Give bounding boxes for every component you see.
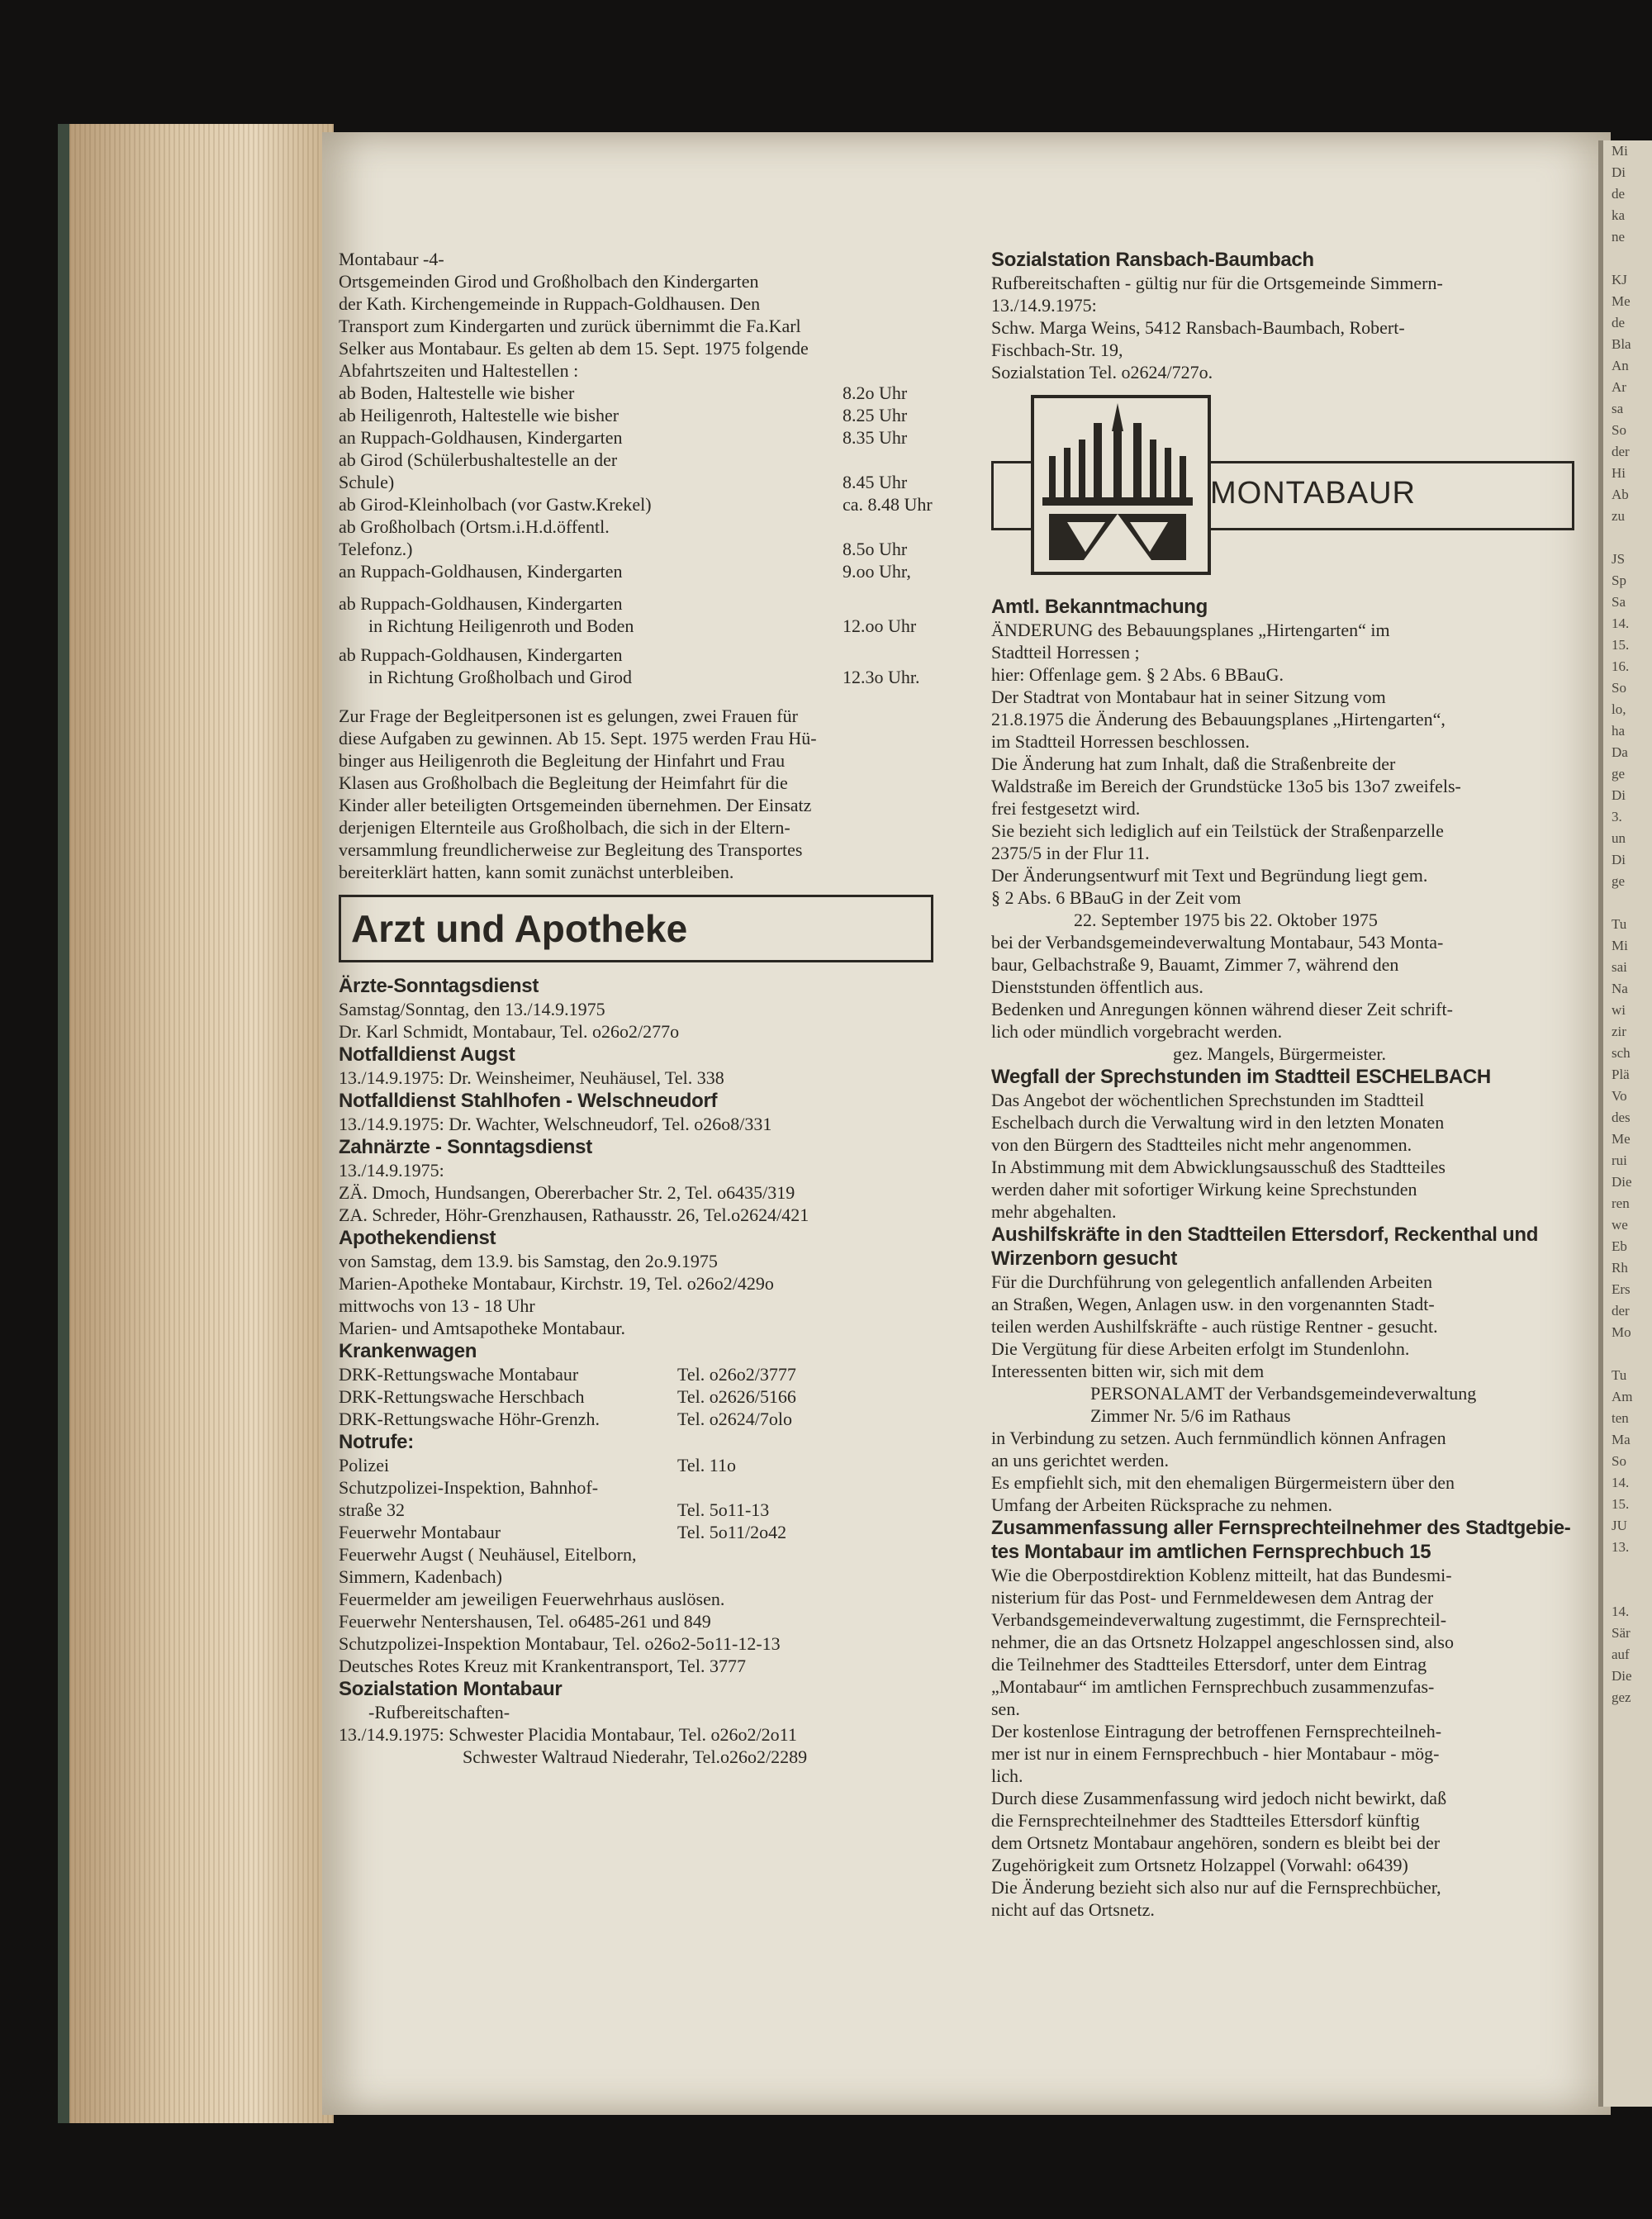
next-page-fragment: Di (1612, 852, 1626, 867)
next-page-fragment: 14. (1612, 1604, 1630, 1619)
next-page-fragment: Sär (1612, 1625, 1631, 1641)
next-page-fragment: lo, (1612, 701, 1626, 717)
next-page-fragment: des (1612, 1110, 1631, 1125)
next-page-fragment: 14. (1612, 1475, 1630, 1490)
next-page-fragment (1603, 1558, 1652, 1580)
next-page-fragment: Da (1612, 744, 1628, 760)
text-line: frei festgesetzt wird. (991, 798, 1141, 819)
text-line: ZA. Schreder, Höhr-Grenzhausen, Rathausstr. 26, Tel.o2624/421 (339, 1205, 809, 1225)
text-line: PERSONALAMT der Verbandsgemeindeverwaltung (1090, 1383, 1477, 1404)
heading-notrufe: Notrufe: (339, 1431, 414, 1453)
next-page-fragment: Ma (1612, 1432, 1631, 1447)
text-line: die Fernsprechteilnehmer des Stadtteiles Ettersdorf künftig (991, 1810, 1420, 1831)
text-line: Dienststunden öffentlich aus. (991, 976, 1203, 997)
next-page-fragment: ha (1612, 723, 1626, 739)
text-line: Bedenken und Anregungen können während dieser Zeit schrift- (991, 999, 1453, 1019)
schedule-out-row (339, 615, 950, 637)
schedule-row-value: 8.45 Uhr (843, 472, 908, 492)
wegfall-lines (991, 1089, 1586, 1223)
book-page-edges (58, 124, 334, 2123)
text-line: von Samstag, dem 13.9. bis Samstag, den 2o.9.1975 (339, 1251, 718, 1271)
text-line: Das Angebot der wöchentlichen Sprechstunden im Stadtteil (991, 1090, 1425, 1110)
schedule-row-label: Schule) (339, 472, 395, 492)
text-line: Stadtteil Horressen ; (991, 642, 1140, 663)
text-line: 21.8.1975 die Änderung des Bebauungsplanes „Hirtengarten“, (991, 709, 1446, 729)
next-page-fragment: So (1612, 680, 1626, 696)
text-line: Die Vergütung für diese Arbeiten erfolgt im Stundenlohn. (991, 1338, 1410, 1359)
krankenwagen-row-label: DRK-Rettungswache Herschbach (339, 1386, 585, 1407)
schedule-out-direction: in Richtung Großholbach und Girod (368, 667, 632, 687)
text-line: Abfahrtszeiten und Haltestellen : (339, 360, 579, 381)
heading-krankenwagen: Krankenwagen (339, 1340, 477, 1362)
escort-paragraph (339, 705, 950, 883)
next-page-fragment: Di (1612, 164, 1626, 180)
next-page-fragment: de (1612, 315, 1626, 330)
notruf-row-label: Feuerwehr Montabaur (339, 1522, 501, 1542)
schedule-row (339, 493, 950, 516)
text-line: In Abstimmung mit dem Abwicklungsausschuß des Stadtteiles (991, 1157, 1446, 1177)
krankenwagen-row-value: Tel. o2624/7olo (677, 1409, 793, 1429)
notfall-stahlhofen-lines (339, 1113, 950, 1135)
aerzte-lines (339, 998, 950, 1043)
notruf-row-value: Tel. 5o11/2o42 (677, 1522, 787, 1542)
text-line: 13./14.9.1975: Dr. Weinsheimer, Neuhäusel, Tel. 338 (339, 1067, 724, 1088)
next-page-fragment: Ers (1612, 1281, 1631, 1297)
next-page-fragment (1603, 1580, 1652, 1601)
next-page-fragment: der (1612, 444, 1630, 459)
text-line: Der kostenlose Eintragung der betroffenen Fernsprechteilneh- (991, 1721, 1442, 1741)
text-line: Marien- und Amtsapotheke Montabaur. (339, 1318, 626, 1338)
next-page-fragment: ka (1612, 207, 1626, 223)
bekanntmachung-signature: gez. Mangels, Bürgermeister. (1173, 1043, 1387, 1064)
next-page-fragment: sai (1612, 959, 1627, 975)
text-line: derjenigen Elternteile aus Großholbach, die sich in der Eltern- (339, 817, 790, 838)
text-line: mer ist nur in einem Fernsprechbuch - hier Montabaur - mög- (991, 1743, 1440, 1764)
text-line: nicht auf das Ortsnetz. (991, 1899, 1155, 1920)
text-line: Rufbereitschaften - gültig nur für die Ortsgemeinde Simmern- (991, 273, 1443, 293)
schedule-inbound (339, 382, 950, 582)
heading-notfall-stahlhofen: Notfalldienst Stahlhofen - Welschneudorf (339, 1090, 718, 1112)
heading-bekanntmachung: Amtl. Bekanntmachung (991, 596, 1208, 618)
text-line: im Stadtteil Horressen beschlossen. (991, 731, 1250, 752)
krankenwagen-row-value: Tel. o2626/5166 (677, 1386, 796, 1407)
next-page-fragment: Di (1612, 787, 1626, 803)
notrufe-rows (339, 1454, 950, 1588)
next-page-fragment: Die (1612, 1668, 1632, 1684)
schedule-row (339, 382, 950, 404)
text-line: von den Bürgern des Stadtteiles nicht mehr angenommen. (991, 1134, 1412, 1155)
krankenwagen-row-value: Tel. o26o2/3777 (677, 1364, 796, 1385)
next-page-fragment: Me (1612, 1131, 1631, 1147)
krankenwagen-row (339, 1408, 950, 1430)
schedule-row-label: ab Heiligenroth, Haltestelle wie bisher (339, 405, 620, 425)
section-title-arzt-apotheke: Arzt und Apotheke (339, 895, 933, 962)
kindergarten-intro (339, 270, 950, 382)
text-line: teilen werden Aushilfskräfte - auch rüstige Rentner - gesucht. (991, 1316, 1438, 1337)
notfall-augst-lines (339, 1067, 950, 1089)
next-page-fragment: Sa (1612, 594, 1626, 610)
aushilfe-lines-2 (991, 1427, 1586, 1516)
sozial-montabaur-sub: -Rufbereitschaften- (368, 1702, 510, 1722)
apotheken-lines (339, 1250, 950, 1339)
next-page-fragment: Tu (1612, 916, 1627, 932)
text-line: Zimmer Nr. 5/6 im Rathaus (1090, 1405, 1291, 1426)
schedule-row-label: an Ruppach-Goldhausen, Kindergarten (339, 427, 623, 448)
text-line: Kinder aller beteiligten Ortsgemeinden übernehmen. Der Einsatz (339, 795, 812, 815)
text-line: Zur Frage der Begleitpersonen ist es gelungen, zwei Frauen für (339, 706, 798, 726)
next-page-fragment: Tu (1612, 1367, 1627, 1383)
schedule-out-line: ab Ruppach-Goldhausen, Kindergarten (339, 644, 623, 665)
text-line: Waldstraße im Bereich der Grundstücke 13o5 bis 13o7 zweifels- (991, 776, 1461, 796)
next-page-fragment: Eb (1612, 1238, 1627, 1254)
heading-fernsprech-2: tes Montabaur im amtlichen Fernsprechbuch 15 (991, 1541, 1431, 1563)
page-header: Montabaur -4- (339, 249, 444, 269)
text-line: Verbandsgemeindeverwaltung zugestimmt, die Fernsprechteil- (991, 1609, 1447, 1630)
bekanntmachung-period: 22. September 1975 bis 22. Oktober 1975 (1074, 910, 1378, 930)
schedule-out-time: 12.3o Uhr. (843, 667, 920, 687)
schedule-row-value: ca. 8.48 Uhr (843, 494, 933, 515)
notruf-row-label: Polizei (339, 1455, 390, 1475)
text-line: „Montabaur“ im amtlichen Fernsprechbuch zusammenzufas- (991, 1676, 1435, 1697)
logo-text: MONTABAUR (1210, 476, 1416, 511)
notruf-row-value: Tel. 5o11-13 (677, 1499, 770, 1520)
next-page-fragment: JU (1612, 1518, 1627, 1533)
schedule-row (339, 516, 950, 538)
schedule-row (339, 426, 950, 449)
heading-zahnaerzte: Zahnärzte - Sonntagsdienst (339, 1136, 592, 1158)
text-line: dem Ortsnetz Montabaur angehören, sondern es bleibt bei der (991, 1832, 1441, 1853)
next-page-fragment: Mi (1612, 938, 1628, 953)
next-page-fragment: der (1612, 1303, 1630, 1319)
notruf-row (339, 1543, 950, 1566)
text-line: Sie bezieht sich lediglich auf ein Teilstück der Straßenparzelle (991, 820, 1444, 841)
schedule-row (339, 471, 950, 493)
schedule-row-label: ab Girod-Kleinholbach (vor Gastw.Krekel) (339, 494, 652, 515)
schedule-row (339, 560, 950, 582)
text-line: mittwochs von 13 - 18 Uhr (339, 1295, 535, 1316)
sozial-montabaur-line2: Schwester Waltraud Niederahr, Tel.o26o2/2289 (463, 1746, 808, 1767)
next-page-fragment: sa (1612, 401, 1624, 416)
next-page-fragment: 3. (1612, 809, 1622, 824)
next-page-fragment: Ab (1612, 487, 1629, 502)
next-page-fragment: zu (1612, 508, 1626, 524)
schedule-row-value: 8.35 Uhr (843, 427, 908, 448)
text-line: 13./14.9.1975: (339, 1160, 444, 1181)
next-page-fragment: 14. (1612, 615, 1630, 631)
next-page-fragment: ge (1612, 873, 1626, 889)
next-page-fragment: rui (1612, 1152, 1627, 1168)
text-line: Wie die Oberpostdirektion Koblenz mitteilt, hat das Bundesmi- (991, 1565, 1452, 1585)
next-page-fragment: zir (1612, 1024, 1626, 1039)
heading-notfall-augst: Notfalldienst Augst (339, 1043, 515, 1066)
notruf-row-label: Schutzpolizei-Inspektion, Bahnhof- (339, 1477, 599, 1498)
text-line: Für die Durchführung von gelegentlich anfallenden Arbeiten (991, 1271, 1432, 1292)
notruf-row-label: straße 32 (339, 1499, 406, 1520)
text-line: Umfang der Arbeiten Rücksprache zu nehmen. (991, 1494, 1332, 1515)
next-page-fragment: 15. (1612, 637, 1630, 653)
text-line: Durch diese Zusammenfassung wird jedoch nicht bewirkt, daß (991, 1788, 1447, 1808)
text-line: an uns gerichtet werden. (991, 1450, 1170, 1471)
heading-aerzte: Ärzte-Sonntagsdienst (339, 975, 539, 997)
right-column (991, 248, 1586, 1921)
schedule-row-label: ab Boden, Haltestelle wie bisher (339, 383, 575, 403)
next-page-fragment: ten (1612, 1410, 1629, 1426)
heading-aushilfe-1: Aushilfskräfte in den Stadtteilen Ettersdorf, Reckenthal und (991, 1224, 1539, 1246)
next-page-fragment: KJ (1612, 272, 1627, 287)
text-line: § 2 Abs. 6 BBauG in der Zeit vom (991, 887, 1241, 908)
fernsprech-lines (991, 1564, 1586, 1921)
next-page-fragment: Hi (1612, 465, 1626, 481)
next-page-fragment (1603, 248, 1652, 269)
krankenwagen-rows (339, 1363, 950, 1430)
next-page-fragment: ren (1612, 1195, 1630, 1211)
next-page-fragment: Mi (1612, 143, 1628, 159)
text-line: binger aus Heiligenroth die Begleitung der Hinfahrt und Frau (339, 750, 786, 771)
schedule-row-value: 8.25 Uhr (843, 405, 908, 425)
notruf-row (339, 1476, 950, 1499)
text-line: Die Änderung bezieht sich also nur auf die Fernsprechbücher, (991, 1877, 1441, 1898)
schedule-row-value: 8.5o Uhr (843, 539, 908, 559)
schedule-row-label: ab Girod (Schülerbushaltestelle an der (339, 449, 618, 470)
next-page-fragment (1603, 527, 1652, 549)
schedule-out-direction: in Richtung Heiligenroth und Boden (368, 615, 634, 636)
next-page-fragment: Na (1612, 981, 1628, 996)
krankenwagen-row (339, 1363, 950, 1385)
text-line: an Straßen, Wegen, Anlagen usw. in den vorgenannten Stadt- (991, 1294, 1435, 1314)
aushilfe-lines (991, 1271, 1586, 1382)
next-page-fragment: gez (1612, 1689, 1631, 1705)
text-line: werden daher mit sofortiger Wirkung keine Sprechstunden (991, 1179, 1417, 1200)
schedule-row (339, 449, 950, 471)
text-line: Klasen aus Großholbach die Begleitung der Heimfahrt für die (339, 772, 788, 793)
heading-fernsprech-1: Zusammenfassung aller Fernsprechteilnehmer des Stadtgebie- (991, 1517, 1571, 1539)
text-line: bereiterklärt hatten, kann somit zunächst unterbleiben. (339, 862, 734, 882)
next-page-fragment (1603, 892, 1652, 914)
schedule-out-line: ab Ruppach-Goldhausen, Kindergarten (339, 593, 623, 614)
next-page-edge (1598, 140, 1652, 2107)
next-page-fragment: Die (1612, 1174, 1632, 1190)
schedule-row-label: Telefonz.) (339, 539, 413, 559)
text-line: Die Änderung hat zum Inhalt, daß die Straßenbreite der (991, 753, 1396, 774)
next-page-fragment (1603, 1343, 1652, 1365)
krankenwagen-row (339, 1385, 950, 1408)
heading-sozial-montabaur: Sozialstation Montabaur (339, 1678, 563, 1700)
next-page-fragment: JS (1612, 551, 1626, 567)
next-page-fragment: ne (1612, 229, 1626, 245)
sozial-montabaur-line1: 13./14.9.1975: Schwester Placidia Montabaur, Tel. o26o2/2o11 (339, 1724, 797, 1745)
next-page-fragment: de (1612, 186, 1626, 202)
krankenwagen-row-label: DRK-Rettungswache Höhr-Grenzh. (339, 1409, 601, 1429)
text-line: Feuermelder am jeweiligen Feuerwehrhaus auslösen. (339, 1589, 725, 1609)
notruf-row (339, 1521, 950, 1543)
notrufe-lines (339, 1588, 950, 1677)
schedule-row-value: 9.oo Uhr, (843, 561, 911, 582)
next-page-fragment: Sp (1612, 573, 1626, 588)
text-line: Der Stadtrat von Montabaur hat in seiner Sitzung vom (991, 687, 1386, 707)
text-line: 13./14.9.1975: Dr. Wachter, Welschneudorf, Tel. o26o8/331 (339, 1114, 772, 1134)
montabaur-crest-icon (1031, 395, 1211, 575)
text-line: bei der Verbandsgemeindeverwaltung Montabaur, 543 Monta- (991, 932, 1444, 953)
next-page-fragment: Plä (1612, 1067, 1630, 1082)
next-page-fragment: we (1612, 1217, 1628, 1233)
bekanntmachung-lines (991, 619, 1586, 909)
text-line: baur, Gelbachstraße 9, Bauamt, Zimmer 7, während den (991, 954, 1399, 975)
text-line: Marien-Apotheke Montabaur, Kirchstr. 19, Tel. o26o2/429o (339, 1273, 774, 1294)
text-line: Zugehörigkeit zum Ortsnetz Holzappel (Vorwahl: o6439) (991, 1855, 1408, 1875)
text-line: ZÄ. Dmoch, Hundsangen, Obererbacher Str. 2, Tel. o6435/319 (339, 1182, 795, 1203)
heading-aushilfe-2: Wirzenborn gesucht (991, 1247, 1178, 1270)
text-line: die Teilnehmer des Stadtteiles Ettersdorf, unter dem Eintrag (991, 1654, 1427, 1675)
notruf-row-label: Feuerwehr Augst ( Neuhäusel, Eitelborn, (339, 1544, 637, 1565)
next-page-fragment: Bla (1612, 336, 1631, 352)
notruf-row (339, 1566, 950, 1588)
schedule-row-value (843, 449, 950, 471)
text-line: ÄNDERUNG des Bebauungsplanes „Hirtengarten“ im (991, 620, 1390, 640)
text-line: diese Aufgaben zu gewinnen. Ab 15. Sept. 1975 werden Frau Hü- (339, 728, 817, 748)
bekanntmachung-lines-2 (991, 931, 1586, 1043)
text-line: Interessenten bitten wir, sich mit dem (991, 1361, 1265, 1381)
next-page-fragment: Ar (1612, 379, 1626, 395)
text-line: hier: Offenlage gem. § 2 Abs. 6 BBauG. (991, 664, 1284, 685)
text-line: Feuerwehr Nentershausen, Tel. o6485-261 und 849 (339, 1611, 711, 1632)
text-line: mehr abgehalten. (991, 1201, 1117, 1222)
schedule-row-label: an Ruppach-Goldhausen, Kindergarten (339, 561, 623, 582)
next-page-fragment: auf (1612, 1646, 1630, 1662)
text-line: Selker aus Montabaur. Es gelten ab dem 15. Sept. 1975 folgende (339, 338, 809, 359)
text-line: lich oder mündlich vorgebracht werden. (991, 1021, 1283, 1042)
next-page-fragment: sch (1612, 1045, 1631, 1061)
text-line: Dr. Karl Schmidt, Montabaur, Tel. o26o2/277o (339, 1021, 680, 1042)
text-line: Eschelbach durch die Verwaltung wird in den letzten Monaten (991, 1112, 1445, 1133)
notruf-row (339, 1454, 950, 1476)
text-line: Fischbach-Str. 19, (991, 340, 1123, 360)
notruf-row-value: Tel. 11o (677, 1455, 736, 1475)
sozial-ransbach-lines (991, 272, 1586, 383)
text-line: Es empfiehlt sich, mit den ehemaligen Bürgermeistern über den (991, 1472, 1455, 1493)
text-line: nisterium für das Post- und Fernmeldewesen dem Antrag der (991, 1587, 1434, 1608)
krankenwagen-row-label: DRK-Rettungswache Montabaur (339, 1364, 579, 1385)
text-line: in Verbindung zu setzen. Auch fernmündlich können Anfragen (991, 1428, 1446, 1448)
text-line: Schw. Marga Weins, 5412 Ransbach-Baumbach, Robert- (991, 317, 1405, 338)
schedule-row (339, 404, 950, 426)
zahnaerzte-lines (339, 1159, 950, 1226)
next-page-fragment: Me (1612, 293, 1631, 309)
next-page-fragment: Vo (1612, 1088, 1627, 1104)
text-line: Sozialstation Tel. o2624/727o. (991, 362, 1213, 383)
heading-wegfall: Wegfall der Sprechstunden im Stadtteil ESCHELBACH (991, 1066, 1491, 1088)
schedule-out-row (339, 666, 950, 688)
next-page-fragment: Rh (1612, 1260, 1628, 1276)
schedule-row-value (843, 516, 950, 538)
text-line: Schutzpolizei-Inspektion Montabaur, Tel. o26o2-5o11-12-13 (339, 1633, 781, 1654)
next-page-fragment: So (1612, 422, 1626, 438)
text-line: Ortsgemeinden Girod und Großholbach den Kindergarten (339, 271, 759, 292)
schedule-row-value: 8.2o Uhr (843, 383, 908, 403)
schedule-out-time: 12.oo Uhr (843, 615, 917, 636)
text-line: Transport zum Kindergarten und zurück übernimmt die Fa.Karl (339, 316, 801, 336)
text-line: Deutsches Rotes Kreuz mit Krankentransport, Tel. 3777 (339, 1656, 746, 1676)
text-line: lich. (991, 1765, 1023, 1786)
text-line: sen. (991, 1699, 1020, 1719)
next-page-fragment: 15. (1612, 1496, 1630, 1512)
next-page-fragment: wi (1612, 1002, 1626, 1018)
next-page-fragment: An (1612, 358, 1629, 373)
next-page-fragment: 16. (1612, 658, 1630, 674)
aushilfe-indent-lines (991, 1382, 1586, 1427)
schedule-row-label: ab Großholbach (Ortsm.i.H.d.öffentl. (339, 516, 610, 537)
heading-apotheken: Apothekendienst (339, 1227, 496, 1249)
text-line: 2375/5 in der Flur 11. (991, 843, 1150, 863)
notruf-row (339, 1499, 950, 1521)
next-page-fragment: 13. (1612, 1539, 1630, 1555)
text-line: der Kath. Kirchengemeinde in Ruppach-Goldhausen. Den (339, 293, 761, 314)
text-line: 13./14.9.1975: (991, 295, 1097, 316)
next-page-fragment: So (1612, 1453, 1626, 1469)
next-page-fragment: Am (1612, 1389, 1633, 1404)
text-line: Der Änderungsentwurf mit Text und Begründung liegt gem. (991, 865, 1428, 886)
schedule-outbound (339, 592, 950, 695)
heading-sozial-ransbach: Sozialstation Ransbach-Baumbach (991, 249, 1314, 271)
text-line: Samstag/Sonntag, den 13./14.9.1975 (339, 999, 605, 1019)
text-line: versammlung freundlicherweise zur Begleitung des Transportes (339, 839, 803, 860)
montabaur-logo-banner (991, 395, 1586, 585)
next-page-fragment: ge (1612, 766, 1626, 782)
next-page-fragment: un (1612, 830, 1626, 846)
text-line: nehmer, die an das Ortsnetz Holzappel angeschlossen sind, also (991, 1632, 1454, 1652)
left-column (339, 248, 950, 1768)
next-page-fragment: Mo (1612, 1324, 1631, 1340)
schedule-row (339, 538, 950, 560)
notruf-row-label: Simmern, Kadenbach) (339, 1566, 502, 1587)
